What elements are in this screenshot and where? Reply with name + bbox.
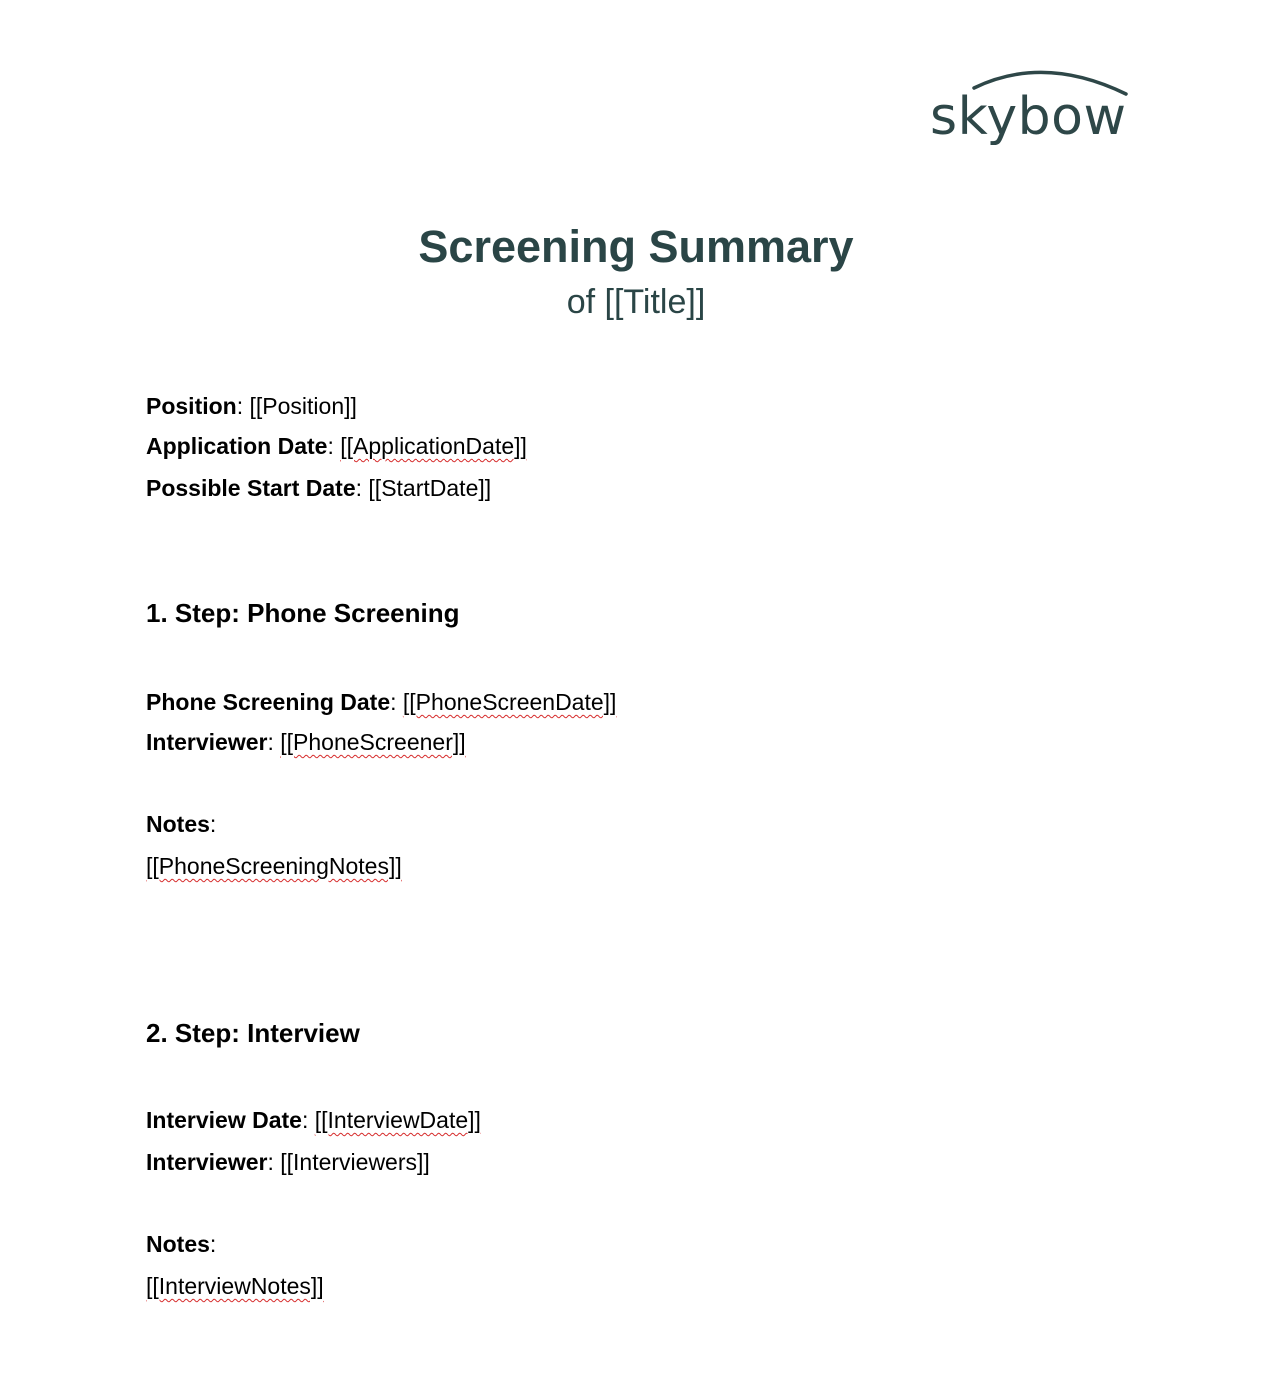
step1-interviewer-line: Interviewer: [[PhoneScreener]]	[146, 729, 466, 755]
step2-interviewer-label: Interviewer	[146, 1149, 268, 1175]
step1-notes-label: Notes	[146, 811, 210, 837]
step2-notes-value	[146, 1271, 324, 1301]
step2-date-label: Interview Date	[146, 1107, 302, 1133]
step2-notes-line: Notes:	[146, 1231, 217, 1257]
step1-date-value: [[PhoneScreenDate]]	[402, 689, 617, 715]
step2-interviewer-value: [[Interviewers]]	[280, 1149, 430, 1175]
step2-heading: 2. Step: Interview	[146, 1018, 360, 1048]
application-date-label: Application Date	[146, 433, 328, 459]
document-title: Screening Summary	[418, 221, 854, 272]
document-subtitle: of [[Title]]	[566, 283, 706, 321]
application-date-value: [[ApplicationDate]]	[340, 433, 527, 459]
step2-notes-text: [[InterviewNotes]]	[146, 1273, 324, 1299]
position-value: [[Position]]	[249, 393, 357, 419]
start-date-line: Possible Start Date: [[StartDate]]	[146, 475, 492, 501]
step1-date-line: Phone Screening Date: [[PhoneScreenDate]]	[146, 689, 617, 715]
start-date-value: [[StartDate]]	[368, 475, 492, 501]
step2-notes-label: Notes	[146, 1231, 210, 1257]
skybow-logo	[926, 66, 1132, 156]
step1-notes-line: Notes:	[146, 811, 217, 837]
step1-heading: 1. Step: Phone Screening	[146, 598, 460, 628]
step2-date-line: Interview Date: [[InterviewDate]]	[146, 1107, 481, 1133]
step2-date-value: [[InterviewDate]]	[314, 1107, 481, 1133]
step1-interviewer-value: [[PhoneScreener]]	[280, 729, 466, 755]
application-date-line: Application Date: [[ApplicationDate]]	[146, 433, 527, 459]
position-line: Position: [[Position]]	[146, 393, 357, 419]
step1-interviewer-label: Interviewer	[146, 729, 268, 755]
logo-text: skybow	[930, 87, 1127, 147]
start-date-label: Possible Start Date	[146, 475, 356, 501]
step1-date-label: Phone Screening Date	[146, 689, 391, 715]
step1-notes-text: [[PhoneScreeningNotes]]	[146, 853, 402, 879]
step1-notes-value	[146, 851, 402, 881]
step2-interviewer-line: Interviewer: [[Interviewers]]	[146, 1149, 430, 1175]
position-label: Position	[146, 393, 237, 419]
